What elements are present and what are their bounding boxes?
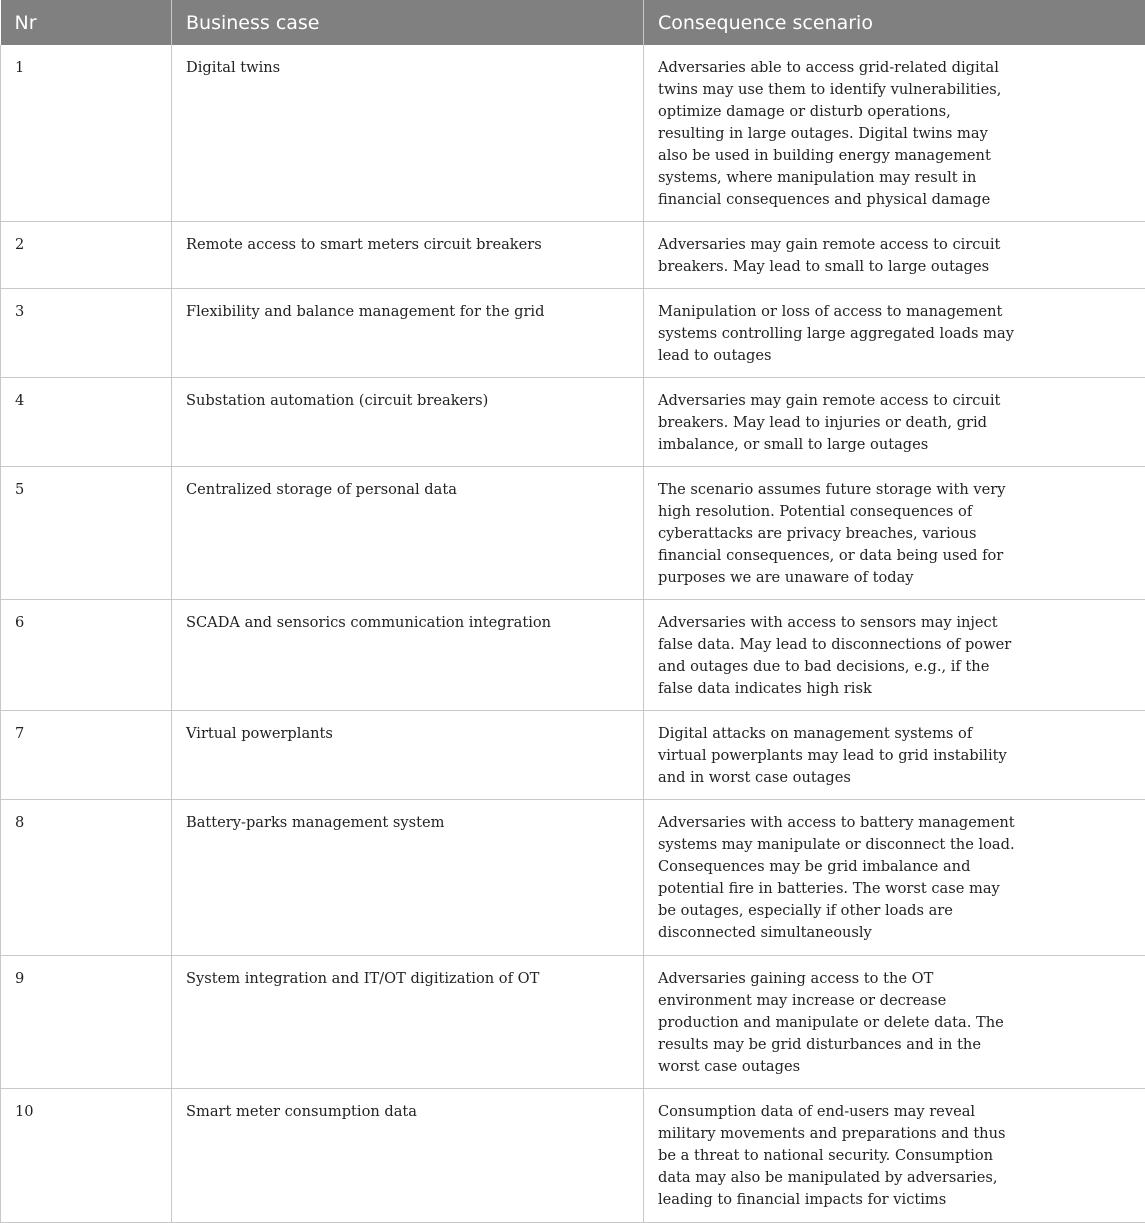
cell-consequence: Adversaries may gain remote access to circuit breakers. May lead to small to large outages: [644, 222, 1145, 289]
header-row: [1, 0, 1145, 45]
cell-business-case: Remote access to smart meters circuit breakers: [172, 222, 644, 289]
cell-nr: 6: [1, 600, 172, 711]
cell-nr: 1: [1, 45, 172, 222]
table-row: [1, 800, 1145, 956]
table-row: [1, 1089, 1145, 1223]
cell-nr: 3: [1, 289, 172, 378]
cell-consequence: Adversaries gaining access to the OT environment may increase or decrease production and manipulate or delete data. The results may be grid disturbances and in the worst case outages: [644, 956, 1145, 1089]
cell-business-case: SCADA and sensorics communication integration: [172, 600, 644, 711]
cell-nr: 7: [1, 711, 172, 800]
cell-nr: 8: [1, 800, 172, 956]
table-row: [1, 467, 1145, 600]
header-business-case: Business case: [172, 0, 644, 45]
cell-consequence: Adversaries with access to battery management systems may manipulate or disconnect the load. Consequences may be grid imbalance and potential fire in batteries. The worst case may be outages, especially if other loads are disconnected simultaneously: [644, 800, 1145, 956]
cell-consequence: The scenario assumes future storage with very high resolution. Potential consequences of cyberattacks are privacy breaches, various financial consequences, or data being used for purposes we are unaware of today: [644, 467, 1145, 600]
table-body: [1, 45, 1145, 1223]
table-row: [1, 600, 1145, 711]
table-row: [1, 956, 1145, 1089]
cell-consequence: Adversaries with access to sensors may inject false data. May lead to disconnections of power and outages due to bad decisions, e.g., if the false data indicates high risk: [644, 600, 1145, 711]
header-consequence-scenario: Consequence scenario: [644, 0, 1145, 45]
cell-consequence: Manipulation or loss of access to management systems controlling large aggregated loads may lead to outages: [644, 289, 1145, 378]
cell-business-case: Smart meter consumption data: [172, 1089, 644, 1223]
cell-consequence: Adversaries able to access grid-related digital twins may use them to identify vulnerabilities, optimize damage or disturb operations, resulting in large outages. Digital twins may also be used in building energy management systems, where manipulation may result in financial consequences and physical damage: [644, 45, 1145, 222]
table-row: [1, 289, 1145, 378]
cell-consequence: Consumption data of end-users may reveal military movements and preparations and thus be a threat to national security. Consumption data may also be manipulated by adversaries, leading to financial impacts for victims: [644, 1089, 1145, 1223]
cell-business-case: Battery-parks management system: [172, 800, 644, 956]
table-row: [1, 45, 1145, 222]
cell-nr: 4: [1, 378, 172, 467]
cell-nr: 9: [1, 956, 172, 1089]
table-row: [1, 222, 1145, 289]
cell-business-case: Substation automation (circuit breakers): [172, 378, 644, 467]
cell-nr: 2: [1, 222, 172, 289]
cell-business-case: Flexibility and balance management for the grid: [172, 289, 644, 378]
table-row: [1, 378, 1145, 467]
cell-consequence: Digital attacks on management systems of virtual powerplants may lead to grid instability and in worst case outages: [644, 711, 1145, 800]
cell-business-case: Digital twins: [172, 45, 644, 222]
table-row: [1, 711, 1145, 800]
cell-consequence: Adversaries may gain remote access to circuit breakers. May lead to injuries or death, grid imbalance, or small to large outages: [644, 378, 1145, 467]
cell-nr: 10: [1, 1089, 172, 1223]
cell-nr: 5: [1, 467, 172, 600]
cell-business-case: Virtual powerplants: [172, 711, 644, 800]
cell-business-case: Centralized storage of personal data: [172, 467, 644, 600]
table-header: [1, 0, 1145, 45]
cell-business-case: System integration and IT/OT digitization of OT: [172, 956, 644, 1089]
header-nr: Nr: [1, 0, 172, 45]
